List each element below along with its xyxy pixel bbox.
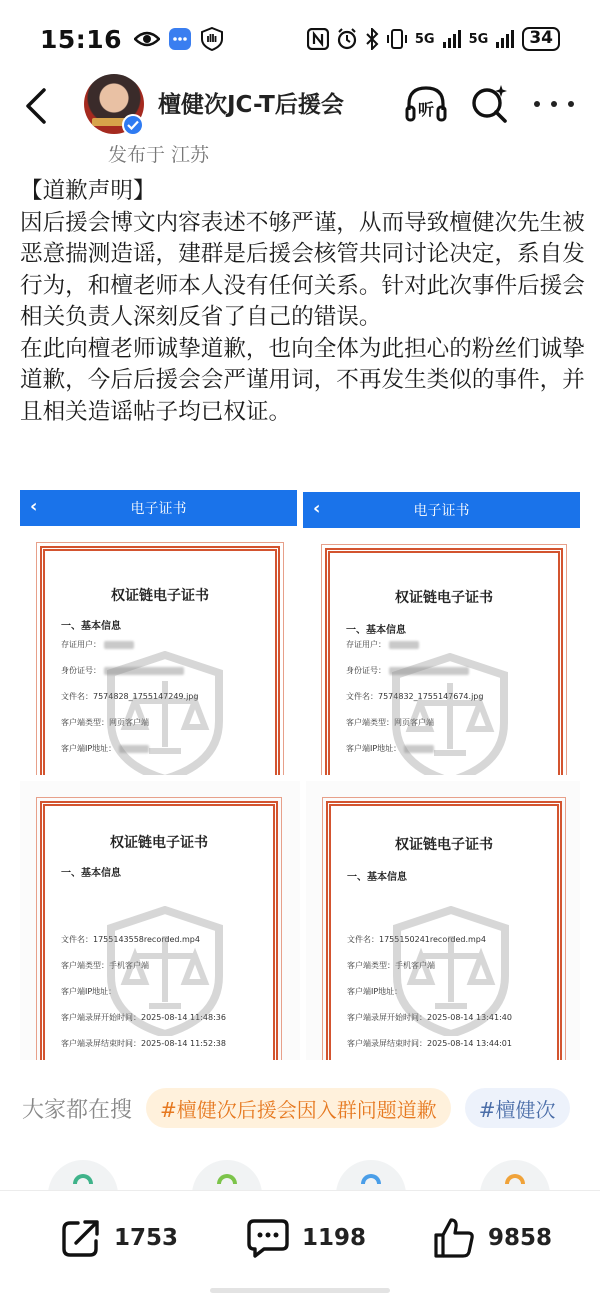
more-dot-icon bbox=[534, 101, 540, 107]
cert-depositor: 存证用户： bbox=[61, 640, 101, 649]
cert-id-number: 身份证号： bbox=[346, 666, 386, 675]
justice-shield-watermark-icon bbox=[390, 653, 510, 775]
cert-section: 一、基本信息 bbox=[347, 872, 407, 883]
trending-topic-chip[interactable]: #檀健次 bbox=[465, 1088, 570, 1128]
cert-file-name: 文件名：7574832_1755147674.jpg bbox=[346, 692, 484, 701]
cert-file-name: 文件名：1755143558recorded.mp4 bbox=[61, 935, 200, 944]
certificate-image-3[interactable] bbox=[20, 781, 300, 1060]
signal-icon-2 bbox=[495, 29, 515, 49]
cert-client-ip: 客户端IP地址： bbox=[61, 744, 117, 753]
justice-shield-watermark-icon bbox=[105, 906, 225, 1036]
like-count: 9858 bbox=[488, 1225, 553, 1251]
trending-topic-chip[interactable]: #檀健次后援会因入群问题道歉 bbox=[146, 1088, 451, 1128]
status-time: 15:16 bbox=[40, 24, 123, 54]
cert-depositor: 存证用户： bbox=[346, 640, 386, 649]
bottom-action-bar bbox=[0, 1190, 600, 1298]
justice-shield-watermark-icon bbox=[105, 651, 225, 775]
cert-id-number: 身份证号： bbox=[61, 666, 101, 675]
chevron-left-icon: ‹ bbox=[30, 496, 38, 517]
cert-title: 权证链电子证书 bbox=[395, 590, 493, 606]
cert-title: 权证链电子证书 bbox=[111, 588, 209, 604]
cert-section: 一、基本信息 bbox=[61, 868, 121, 879]
share-icon bbox=[60, 1217, 102, 1259]
cert-section: 一、基本信息 bbox=[346, 625, 406, 636]
cert-client-ip: 客户端IP地址： bbox=[347, 987, 403, 996]
account-name[interactable]: 檀健次JC-T后援会 bbox=[158, 92, 344, 118]
post-body bbox=[20, 176, 592, 428]
alarm-icon bbox=[336, 28, 358, 50]
cert-topbar bbox=[303, 492, 580, 528]
cert-file-name: 文件名：7574828_1755147249.jpg bbox=[61, 692, 199, 701]
cert-topbar bbox=[20, 490, 297, 526]
justice-shield-watermark-icon bbox=[391, 906, 511, 1036]
post-paragraph: 因后援会博文内容表述不够严谨，从而导致檀健次先生被恶意揣测造谣，建群是后援会核管共同讨论决定，系自发行为，和檀老师本人没有任何关系。针对此次事件后援会相关负责人深刻反省了自己的错误。 bbox=[20, 209, 585, 330]
cert-client-ip: 客户端IP地址： bbox=[346, 744, 402, 753]
share-button[interactable] bbox=[60, 1213, 178, 1263]
ai-search-icon bbox=[468, 82, 512, 126]
cert-client-type: 客户端类型：网页客户端 bbox=[346, 718, 434, 727]
share-targets-row bbox=[0, 1160, 600, 1192]
cert-topbar-title: 电子证书 bbox=[413, 503, 470, 519]
cert-title: 权证链电子证书 bbox=[110, 835, 208, 851]
comment-count: 1198 bbox=[302, 1225, 367, 1251]
post-heading: 【道歉声明】 bbox=[20, 178, 156, 204]
more-dot-icon bbox=[568, 101, 574, 107]
cert-title: 权证链电子证书 bbox=[395, 837, 493, 853]
cert-client-type: 客户端类型：手机客户端 bbox=[347, 961, 435, 970]
vibrate-icon bbox=[386, 28, 408, 50]
cert-rec-start: 客户端录屏开始时间：2025-08-14 13:41:40 bbox=[347, 1013, 512, 1022]
headphones-icon bbox=[404, 82, 448, 126]
cert-section: 一、基本信息 bbox=[61, 621, 121, 632]
comment-icon bbox=[246, 1217, 290, 1259]
battery-indicator: 34 bbox=[522, 27, 560, 51]
home-indicator[interactable] bbox=[210, 1288, 390, 1293]
certificate-image-1[interactable] bbox=[20, 490, 297, 775]
nfc-icon bbox=[307, 28, 329, 50]
cert-rec-end: 客户端录屏结束时间：2025-08-14 13:44:01 bbox=[347, 1039, 512, 1048]
status-bar bbox=[0, 0, 600, 78]
cert-topbar-title: 电子证书 bbox=[130, 501, 187, 517]
certificate-sheet bbox=[40, 801, 278, 1060]
trending-search-row bbox=[0, 1084, 600, 1132]
listen-button[interactable] bbox=[404, 82, 448, 126]
trending-search-label: 大家都在搜 bbox=[22, 1097, 133, 1123]
chevron-left-icon: ‹ bbox=[313, 498, 321, 519]
more-dot-icon bbox=[551, 101, 557, 107]
post-paragraph: 在此向檀老师诚挚道歉，也向全体为此担心的粉丝们诚挚道歉，今后后援会会严谨用词，不再发生类似的事件，并且相关造谣帖子均已权证。 bbox=[20, 335, 585, 425]
message-app-icon bbox=[168, 27, 192, 51]
share-count: 1753 bbox=[114, 1225, 179, 1251]
back-button[interactable] bbox=[18, 84, 54, 128]
share-target-icon[interactable] bbox=[480, 1160, 550, 1192]
network-label-1: 5G bbox=[414, 31, 435, 47]
published-location: 发布于 江苏 bbox=[108, 144, 210, 166]
chevron-left-icon bbox=[24, 87, 48, 125]
cert-rec-start: 客户端录屏开始时间：2025-08-14 11:48:36 bbox=[61, 1013, 226, 1022]
cert-client-ip: 客户端IP地址： bbox=[61, 987, 117, 996]
bluetooth-icon bbox=[365, 28, 379, 50]
share-target-icon[interactable] bbox=[192, 1160, 262, 1192]
cert-rec-end: 客户端录屏结束时间：2025-08-14 11:52:38 bbox=[61, 1039, 226, 1048]
signal-icon bbox=[442, 29, 462, 49]
verified-badge-icon bbox=[122, 114, 144, 136]
certificate-sheet bbox=[325, 548, 563, 775]
comment-button[interactable] bbox=[246, 1213, 366, 1263]
image-grid bbox=[20, 490, 580, 1060]
certificate-sheet bbox=[326, 801, 562, 1060]
hand-shield-icon bbox=[200, 27, 224, 51]
cert-client-type: 客户端类型：网页客户端 bbox=[61, 718, 149, 727]
certificate-image-2[interactable] bbox=[303, 492, 580, 775]
more-options-button[interactable] bbox=[534, 92, 574, 116]
listen-label: 听 bbox=[417, 100, 435, 119]
cert-client-type: 客户端类型：手机客户端 bbox=[61, 961, 149, 970]
like-button[interactable] bbox=[432, 1213, 552, 1263]
certificate-image-4[interactable] bbox=[306, 781, 580, 1060]
share-target-icon[interactable] bbox=[48, 1160, 118, 1192]
search-button[interactable] bbox=[468, 82, 512, 126]
network-label-2: 5G bbox=[468, 31, 489, 47]
cert-file-name: 文件名：1755150241recorded.mp4 bbox=[347, 935, 486, 944]
thumbs-up-icon bbox=[432, 1216, 476, 1260]
certificate-sheet bbox=[40, 546, 280, 775]
eye-icon bbox=[134, 30, 160, 48]
post-header bbox=[0, 70, 600, 142]
share-target-icon[interactable] bbox=[336, 1160, 406, 1192]
